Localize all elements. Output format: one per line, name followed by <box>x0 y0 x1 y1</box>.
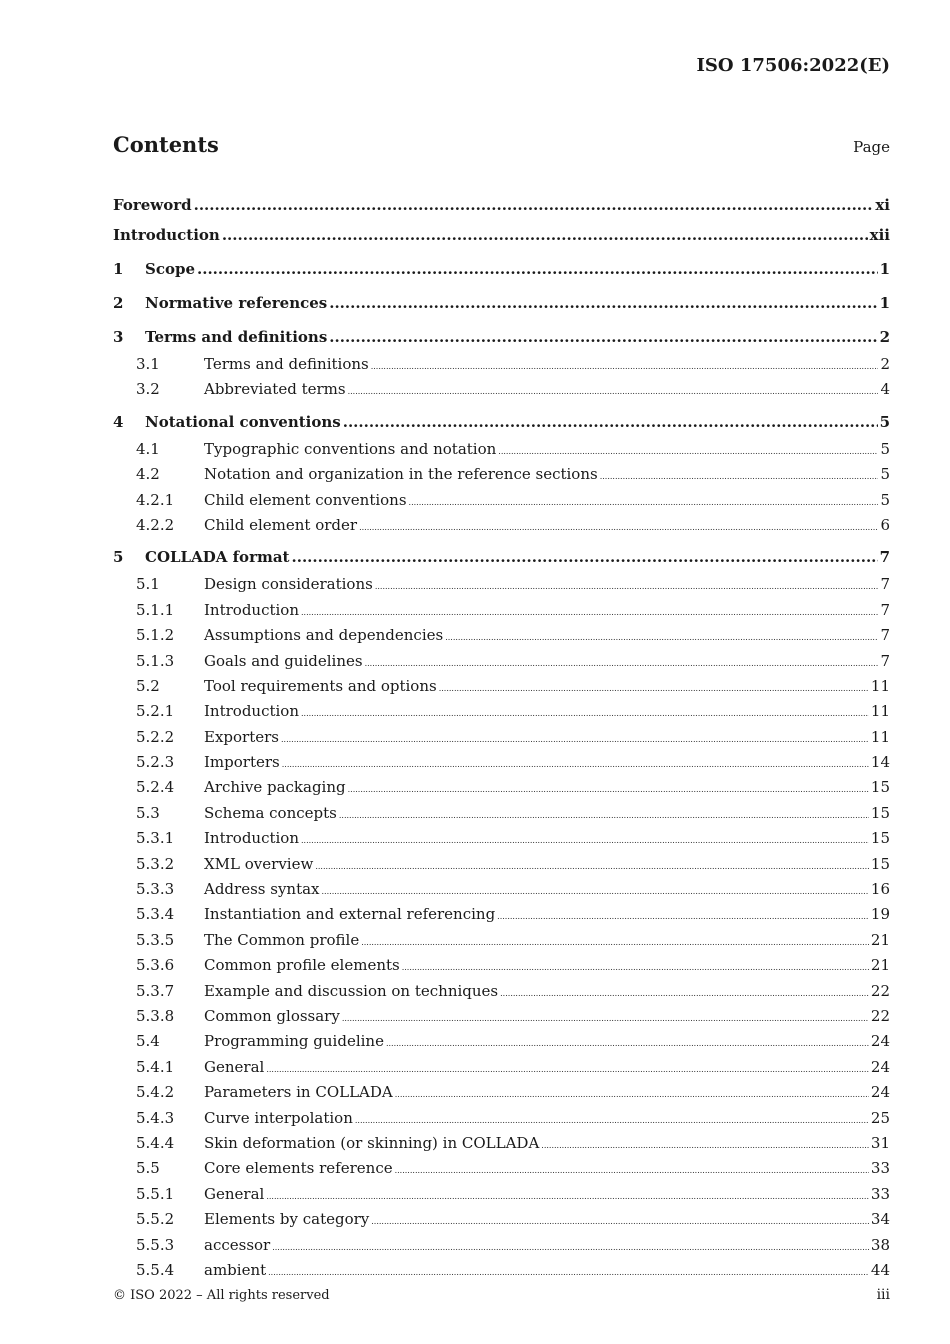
toc-entry[interactable] <box>113 953 890 978</box>
toc-entry[interactable] <box>113 1004 890 1029</box>
copyright-notice: © ISO 2022 – All rights reserved <box>113 1288 330 1303</box>
toc-entry-title: COLLADA format <box>145 548 290 567</box>
toc-entry-number: 5.5.2 <box>136 1210 175 1229</box>
toc-entry-page: 19 <box>870 905 890 924</box>
toc-entry-title: Child element conventions <box>204 490 407 509</box>
toc-entry-title: Importers <box>204 753 280 772</box>
toc-entry-number: 5.3.5 <box>136 930 175 949</box>
toc-entry-title: Goals and guidelines <box>204 651 363 670</box>
toc-entry-title: Child element order <box>204 515 358 534</box>
toc-dot-leader <box>365 651 879 676</box>
toc-dot-leader <box>600 464 879 489</box>
toc-entry-title: Terms and definitions <box>204 355 369 373</box>
toc-entry-title: Programming guideline <box>204 1032 384 1051</box>
toc-entry-number: 5.5 <box>136 1159 160 1178</box>
toc-entry-number: 5.3.3 <box>136 880 175 899</box>
toc-dot-leader <box>322 879 869 904</box>
toc-entry-number: 1 <box>113 260 124 278</box>
toc-entry-title: Tool requirements and options <box>204 676 437 695</box>
toc-dot-leader <box>395 1082 869 1107</box>
toc-entry[interactable] <box>113 674 890 699</box>
toc-entry-number: 5.5.3 <box>136 1235 175 1254</box>
toc-entry[interactable] <box>113 220 890 250</box>
toc-dot-leader <box>348 777 869 802</box>
toc-entry[interactable] <box>113 1055 890 1080</box>
toc-entry-title: Design considerations <box>204 575 373 594</box>
contents-heading: Contents <box>113 132 219 157</box>
toc-dot-leader <box>282 752 869 777</box>
table-of-contents <box>113 190 890 1283</box>
toc-dot-leader <box>395 1158 869 1183</box>
toc-entry-page: 24 <box>870 1083 890 1102</box>
toc-dot-leader <box>541 1133 869 1158</box>
toc-entry-page: 15 <box>870 803 890 822</box>
toc-entry-title: Curve interpolation <box>204 1108 353 1127</box>
toc-entry[interactable] <box>113 352 890 377</box>
toc-dot-leader <box>266 1057 869 1082</box>
toc-entry-title: Elements by category <box>204 1210 370 1229</box>
toc-entry-title: Normative references <box>145 294 328 312</box>
toc-entry-number: 5.2.1 <box>136 702 175 721</box>
toc-dot-leader <box>355 1108 869 1133</box>
toc-entry[interactable] <box>113 437 890 462</box>
toc-entry-title: Skin deformation (or skinning) in COLLADA <box>204 1133 540 1152</box>
toc-entry-page: 6 <box>880 515 890 534</box>
page-column-label: Page <box>853 138 890 156</box>
toc-entry-number: 3 <box>113 328 124 346</box>
toc-entry-page: 21 <box>870 956 890 975</box>
toc-dot-leader <box>268 1260 869 1285</box>
toc-dot-leader <box>498 439 878 464</box>
toc-entry-number: 5 <box>113 548 124 567</box>
toc-entry-title: Core elements reference <box>204 1159 393 1178</box>
toc-dot-leader <box>301 828 869 853</box>
toc-entry-page: 5 <box>880 439 890 458</box>
toc-dot-leader <box>266 1184 869 1209</box>
toc-entry-page: 15 <box>870 778 890 797</box>
toc-entry-page: 5 <box>880 465 890 484</box>
toc-entry-number: 5.3 <box>136 803 160 822</box>
toc-entry-page: 1 <box>879 260 890 278</box>
toc-entry[interactable] <box>113 826 890 851</box>
toc-entry-number: 5.4.3 <box>136 1108 175 1127</box>
toc-entry-page: 5 <box>880 490 890 509</box>
toc-entry[interactable] <box>113 1106 890 1131</box>
toc-dot-leader <box>445 625 878 650</box>
toc-entry-title: Abbreviated terms <box>204 380 346 399</box>
toc-entry-title: accessor <box>204 1235 271 1254</box>
toc-entry[interactable] <box>113 598 890 623</box>
toc-entry-number: 5.1.1 <box>136 600 175 619</box>
toc-entry-title: General <box>204 1184 265 1203</box>
toc-dot-leader <box>348 379 879 404</box>
toc-dot-leader <box>292 542 878 572</box>
toc-entry[interactable] <box>113 288 890 318</box>
toc-entry[interactable] <box>113 979 890 1004</box>
document-id: ISO 17506:2022(E) <box>696 55 890 76</box>
toc-entry-page: 14 <box>870 753 890 772</box>
toc-entry-title: The Common profile <box>204 930 360 949</box>
toc-entry-page: 31 <box>870 1133 890 1152</box>
toc-entry-page: xii <box>869 226 890 244</box>
toc-entry-number: 5.2 <box>136 676 160 695</box>
toc-entry-title: Notational conventions <box>145 412 341 431</box>
toc-entry[interactable] <box>113 377 890 402</box>
toc-entry[interactable] <box>113 1131 890 1156</box>
toc-dot-leader <box>329 288 877 318</box>
toc-dot-leader <box>371 1209 869 1234</box>
toc-entry-number: 5.4.1 <box>136 1057 175 1076</box>
toc-entry-page: 15 <box>870 829 890 848</box>
toc-entry-page: 33 <box>870 1184 890 1203</box>
toc-entry-title: Foreword <box>113 196 192 214</box>
toc-dot-leader <box>386 1031 869 1056</box>
toc-entry[interactable] <box>113 542 890 572</box>
toc-entry[interactable] <box>113 254 890 284</box>
toc-entry-page: 7 <box>879 548 890 567</box>
toc-entry[interactable] <box>113 649 890 674</box>
toc-entry[interactable] <box>113 1080 890 1105</box>
toc-entry[interactable] <box>113 190 890 220</box>
toc-entry-page: 38 <box>870 1235 890 1254</box>
toc-entry[interactable] <box>113 699 890 724</box>
toc-entry[interactable] <box>113 1182 890 1207</box>
toc-dot-leader <box>329 322 877 352</box>
toc-entry-page: 2 <box>880 355 890 373</box>
toc-dot-leader <box>315 854 869 879</box>
toc-entry-number: 3.1 <box>136 355 160 373</box>
toc-entry[interactable] <box>113 488 890 513</box>
toc-entry-title: Introduction <box>204 829 299 848</box>
toc-entry-title: Parameters in COLLADA <box>204 1083 393 1102</box>
toc-dot-leader <box>500 981 869 1006</box>
toc-dot-leader <box>375 574 879 599</box>
toc-entry-title: ambient <box>204 1260 267 1279</box>
toc-entry-number: 5.1.3 <box>136 651 175 670</box>
toc-entry-number: 5.1 <box>136 575 160 594</box>
toc-entry-number: 4.1 <box>136 439 160 458</box>
toc-entry-number: 4.2 <box>136 465 160 484</box>
toc-entry-page: xi <box>875 196 890 214</box>
toc-dot-leader <box>343 407 878 437</box>
toc-entry-number: 5.3.4 <box>136 905 175 924</box>
toc-entry-page: 25 <box>870 1108 890 1127</box>
toc-entry-number: 5.5.1 <box>136 1184 175 1203</box>
toc-entry-page: 7 <box>880 575 890 594</box>
toc-entry-title: XML overview <box>204 854 314 873</box>
toc-entry-number: 5.4 <box>136 1032 160 1051</box>
toc-entry-page: 11 <box>870 702 890 721</box>
toc-entry-page: 11 <box>870 676 890 695</box>
toc-entry[interactable] <box>113 775 890 800</box>
toc-dot-leader <box>359 515 878 540</box>
toc-entry[interactable] <box>113 462 890 487</box>
toc-entry-number: 5.5.4 <box>136 1260 175 1279</box>
toc-entry[interactable] <box>113 513 890 538</box>
toc-entry[interactable] <box>113 1207 890 1232</box>
toc-entry[interactable] <box>113 1156 890 1181</box>
toc-entry-page: 5 <box>879 412 890 431</box>
toc-dot-leader <box>222 220 868 250</box>
toc-entry-page: 33 <box>870 1159 890 1178</box>
toc-entry-page: 21 <box>870 930 890 949</box>
toc-entry-page: 7 <box>880 600 890 619</box>
toc-dot-leader <box>281 727 869 752</box>
toc-entry-page: 1 <box>879 294 890 312</box>
toc-entry-title: Terms and definitions <box>145 328 328 346</box>
toc-entry[interactable] <box>113 1233 890 1258</box>
toc-dot-leader <box>194 190 874 220</box>
toc-dot-leader <box>197 254 878 284</box>
toc-entry-title: Common glossary <box>204 1006 340 1025</box>
toc-dot-leader <box>339 803 869 828</box>
toc-entry-number: 5.3.6 <box>136 956 175 975</box>
toc-entry-number: 5.2.2 <box>136 727 175 746</box>
toc-entry-title: Introduction <box>113 226 220 244</box>
toc-entry-page: 22 <box>870 1006 890 1025</box>
toc-entry-title: Exporters <box>204 727 279 746</box>
toc-entry[interactable] <box>113 623 890 648</box>
toc-entry-number: 4.2.2 <box>136 515 175 534</box>
toc-dot-leader <box>272 1235 869 1260</box>
toc-dot-leader <box>361 930 869 955</box>
toc-dot-leader <box>371 354 879 379</box>
toc-entry-title: Instantiation and external referencing <box>204 905 496 924</box>
toc-entry-number: 5.2.3 <box>136 753 175 772</box>
toc-entry[interactable] <box>113 1029 890 1054</box>
toc-entry[interactable] <box>113 902 890 927</box>
toc-entry[interactable] <box>113 725 890 750</box>
toc-entry[interactable] <box>113 407 890 437</box>
toc-entry-page: 2 <box>879 328 890 346</box>
toc-entry[interactable] <box>113 322 890 352</box>
toc-dot-leader <box>301 701 869 726</box>
toc-entry-number: 5.2.4 <box>136 778 175 797</box>
toc-entry-title: Typographic conventions and notation <box>204 439 497 458</box>
toc-entry-page: 22 <box>870 981 890 1000</box>
toc-entry-number: 5.3.8 <box>136 1006 175 1025</box>
toc-entry[interactable] <box>113 852 890 877</box>
toc-entry-number: 5.4.4 <box>136 1133 175 1152</box>
toc-entry[interactable] <box>113 928 890 953</box>
toc-entry-title: Archive packaging <box>204 778 346 797</box>
toc-entry-number: 5.1.2 <box>136 626 175 645</box>
toc-dot-leader <box>402 955 869 980</box>
toc-entry-page: 11 <box>870 727 890 746</box>
toc-dot-leader <box>439 676 869 701</box>
toc-entry-page: 44 <box>870 1260 890 1279</box>
toc-entry-page: 4 <box>880 380 890 399</box>
toc-entry-page: 7 <box>880 626 890 645</box>
toc-entry-page: 15 <box>870 854 890 873</box>
toc-entry[interactable] <box>113 801 890 826</box>
toc-entry-number: 4.2.1 <box>136 490 175 509</box>
toc-entry[interactable] <box>113 572 890 597</box>
toc-entry-number: 4 <box>113 412 124 431</box>
toc-entry-number: 5.3.7 <box>136 981 175 1000</box>
toc-entry-number: 5.3.2 <box>136 854 175 873</box>
toc-entry-number: 3.2 <box>136 380 160 399</box>
toc-entry-title: Schema concepts <box>204 803 337 822</box>
toc-entry-title: Assumptions and dependencies <box>204 626 444 645</box>
toc-entry-title: Introduction <box>204 702 299 721</box>
toc-entry[interactable] <box>113 877 890 902</box>
toc-entry-title: Address syntax <box>204 880 320 899</box>
toc-dot-leader <box>342 1006 869 1031</box>
toc-entry-title: Scope <box>145 260 196 278</box>
toc-entry-page: 24 <box>870 1057 890 1076</box>
toc-entry[interactable] <box>113 1258 890 1283</box>
toc-entry-page: 7 <box>880 651 890 670</box>
toc-entry-page: 24 <box>870 1032 890 1051</box>
toc-dot-leader <box>409 490 879 515</box>
toc-entry[interactable] <box>113 750 890 775</box>
toc-entry-title: Common profile elements <box>204 956 400 975</box>
toc-dot-leader <box>301 600 878 625</box>
toc-entry-number: 2 <box>113 294 124 312</box>
toc-entry-page: 16 <box>870 880 890 899</box>
toc-entry-number: 5.4.2 <box>136 1083 175 1102</box>
toc-entry-title: Example and discussion on techniques <box>204 981 499 1000</box>
toc-entry-page: 34 <box>870 1210 890 1229</box>
toc-entry-title: Introduction <box>204 600 299 619</box>
toc-dot-leader <box>497 904 869 929</box>
toc-entry-number: 5.3.1 <box>136 829 175 848</box>
page-number: iii <box>876 1287 890 1303</box>
toc-entry-title: General <box>204 1057 265 1076</box>
toc-entry-title: Notation and organization in the reference sections <box>204 465 598 484</box>
